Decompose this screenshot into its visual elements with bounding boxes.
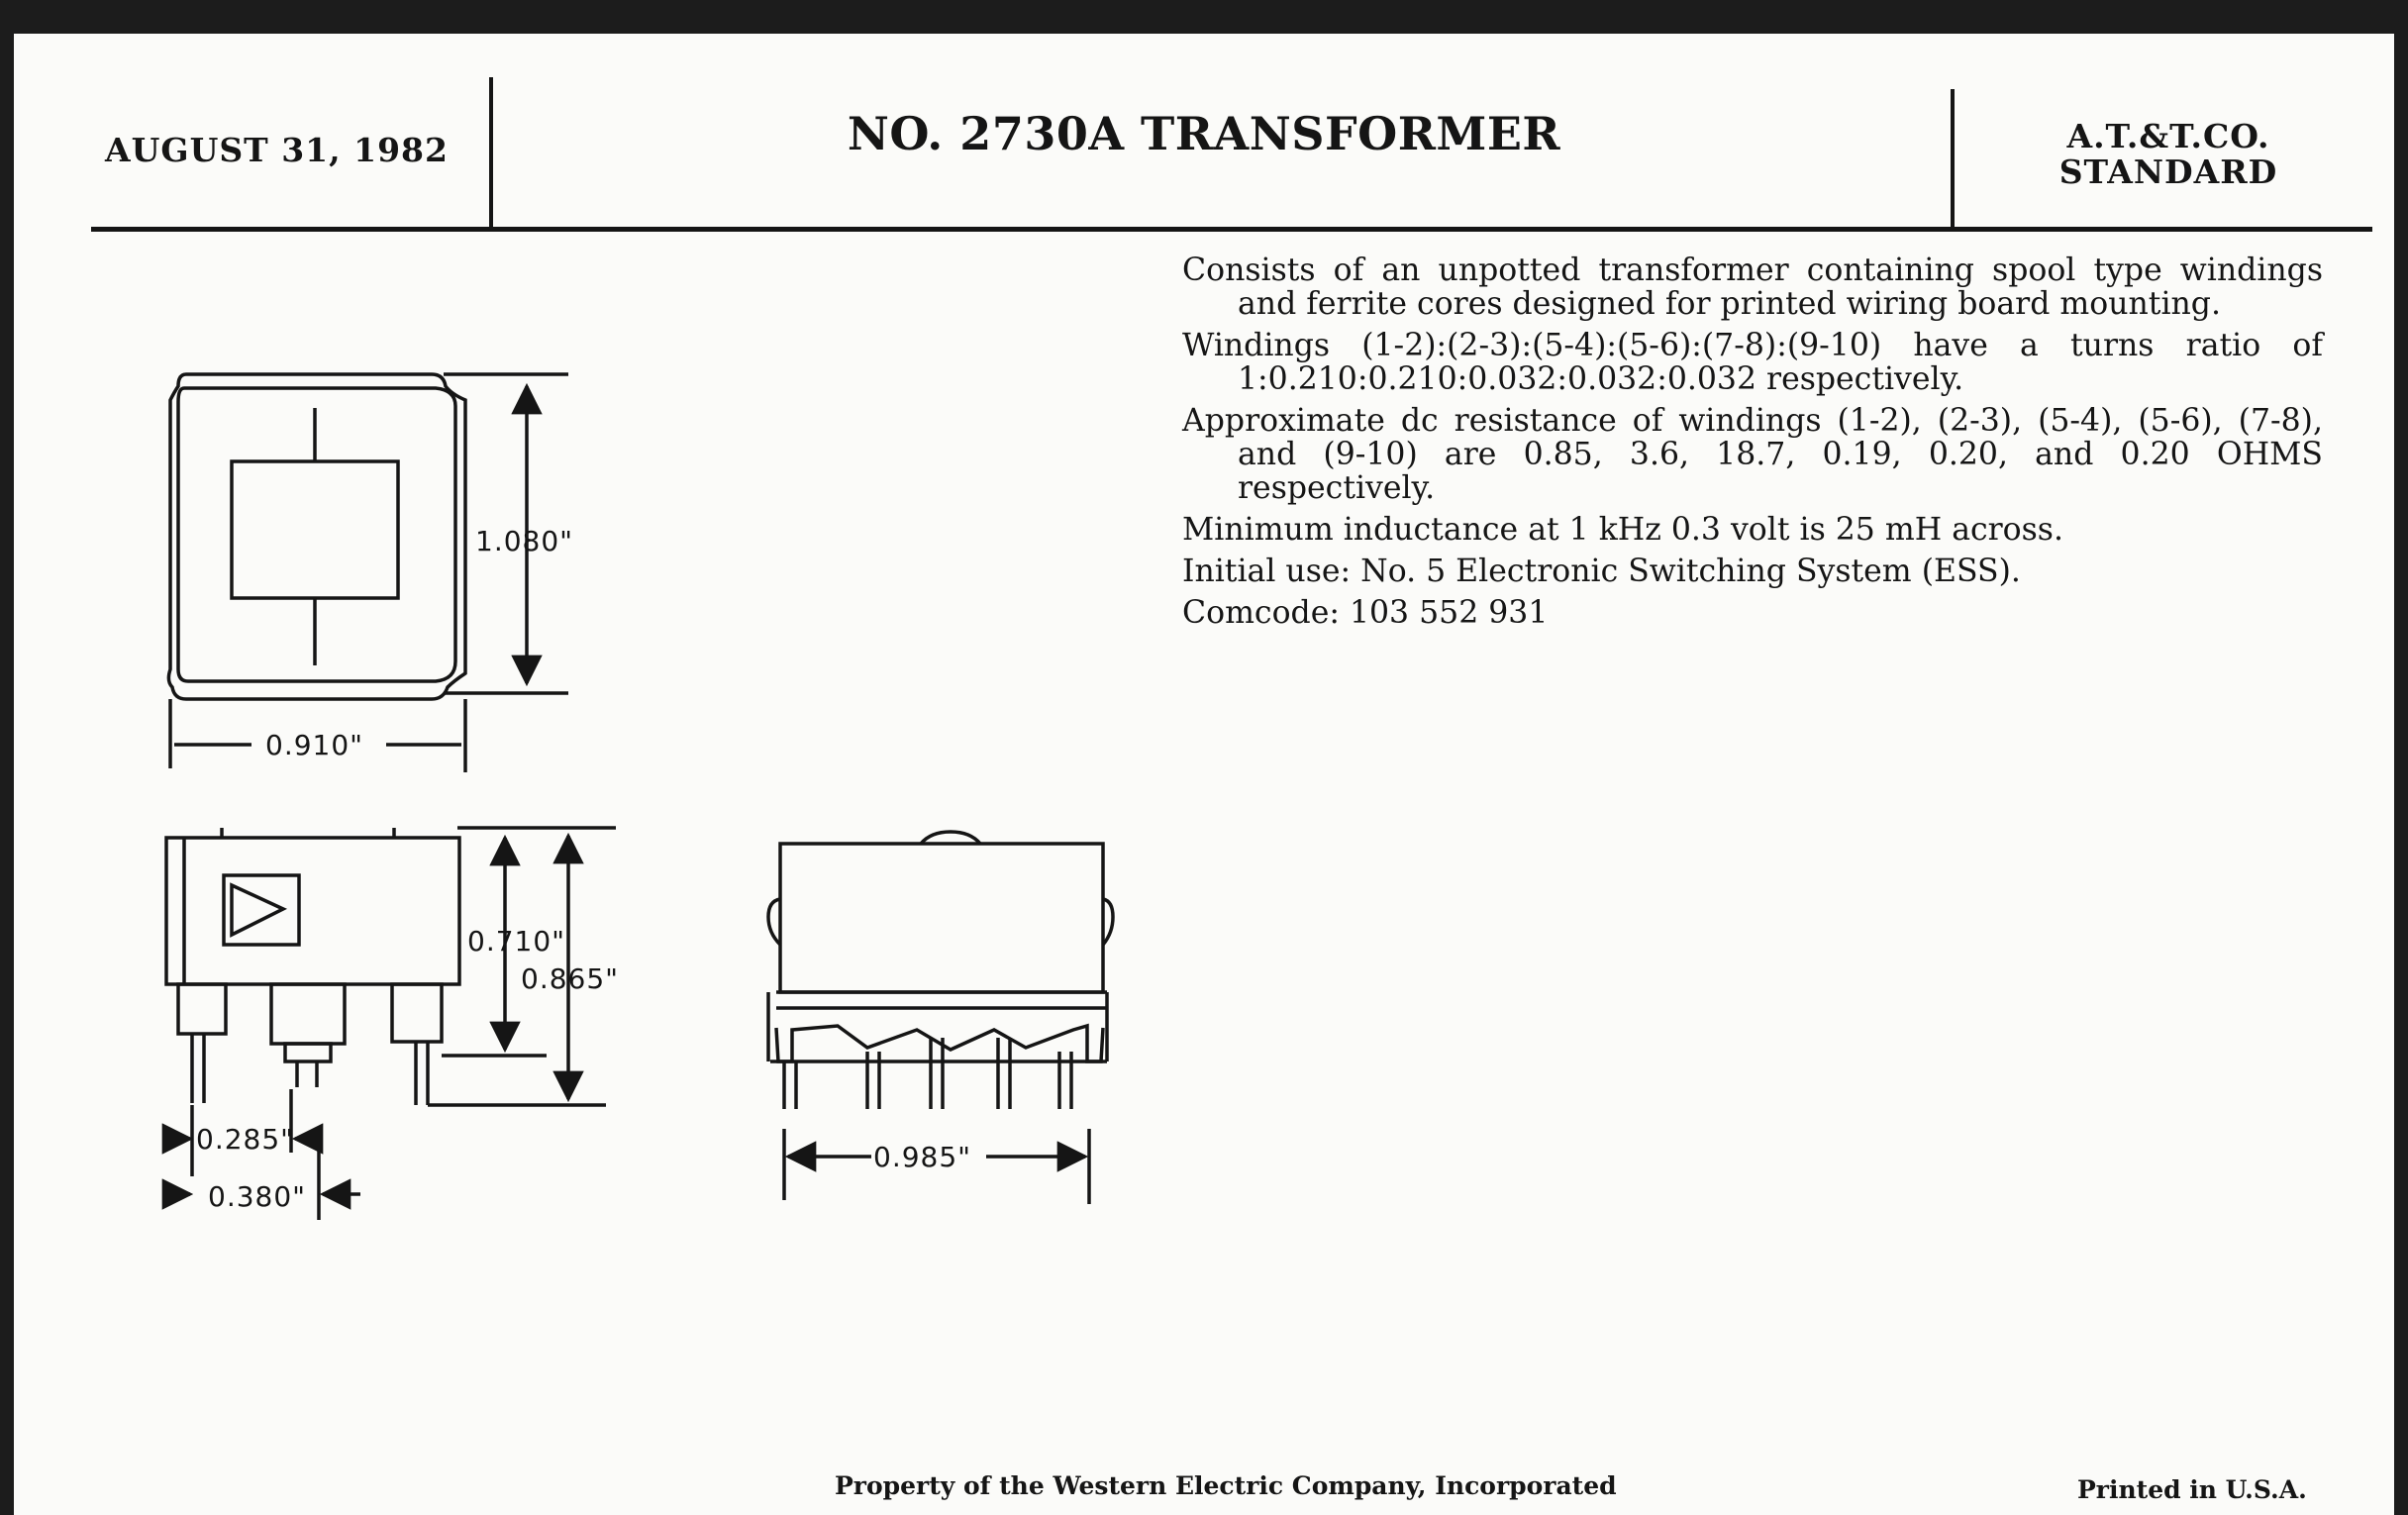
dim-pin-spacing-b: 0.380" bbox=[208, 1180, 307, 1213]
dim-length-end: 0.985" bbox=[873, 1141, 972, 1173]
footer-printed: Printed in U.S.A. bbox=[2077, 1475, 2307, 1504]
dim-height-overall: 0.865" bbox=[521, 962, 620, 995]
page-title: NO. 2730A TRANSFORMER bbox=[847, 107, 1561, 160]
dim-height-body: 0.710" bbox=[467, 925, 566, 958]
dim-height-top: 1.080" bbox=[475, 525, 574, 557]
description-inductance: Minimum inductance at 1 kHz 0.3 volt is 25 mH across. bbox=[1182, 512, 2063, 548]
description-construction: Consists of an unpotted transformer containing spool type windings and ferrite cores designed for printed wiring board mounting. bbox=[1182, 252, 2323, 322]
description-resistance: Approximate dc resistance of windings (1-2), (2-3), (5-4), (5-6), (7-8), and (9-10) are 0.85, 3.6, 18.7, 0.19, 0.20, and 0.20 OHMS respectively. bbox=[1182, 403, 2323, 506]
footer-property: Property of the Western Electric Company, Incorporated bbox=[835, 1471, 1617, 1500]
description-initial-use: Initial use: No. 5 Electronic Switching System (ESS). bbox=[1182, 554, 2021, 589]
standard-line-1: A.T.&T.CO. bbox=[2066, 117, 2270, 155]
top-view-drawing bbox=[168, 374, 568, 772]
side-view-drawing bbox=[164, 828, 616, 1220]
issue-date: AUGUST 31, 1982 bbox=[105, 131, 449, 169]
dim-width-top: 0.910" bbox=[265, 729, 364, 761]
description-turns-ratio: Windings (1-2):(2-3):(5-4):(5-6):(7-8):(9-10) have a turns ratio of 1:0.210:0.210:0.032:0.032:0.032 respectively. bbox=[1182, 328, 2323, 397]
description-comcode: Comcode: 103 552 931 bbox=[1182, 595, 1549, 631]
standard-line-2: STANDARD bbox=[2058, 152, 2278, 191]
dim-pin-spacing-a: 0.285" bbox=[196, 1123, 295, 1156]
